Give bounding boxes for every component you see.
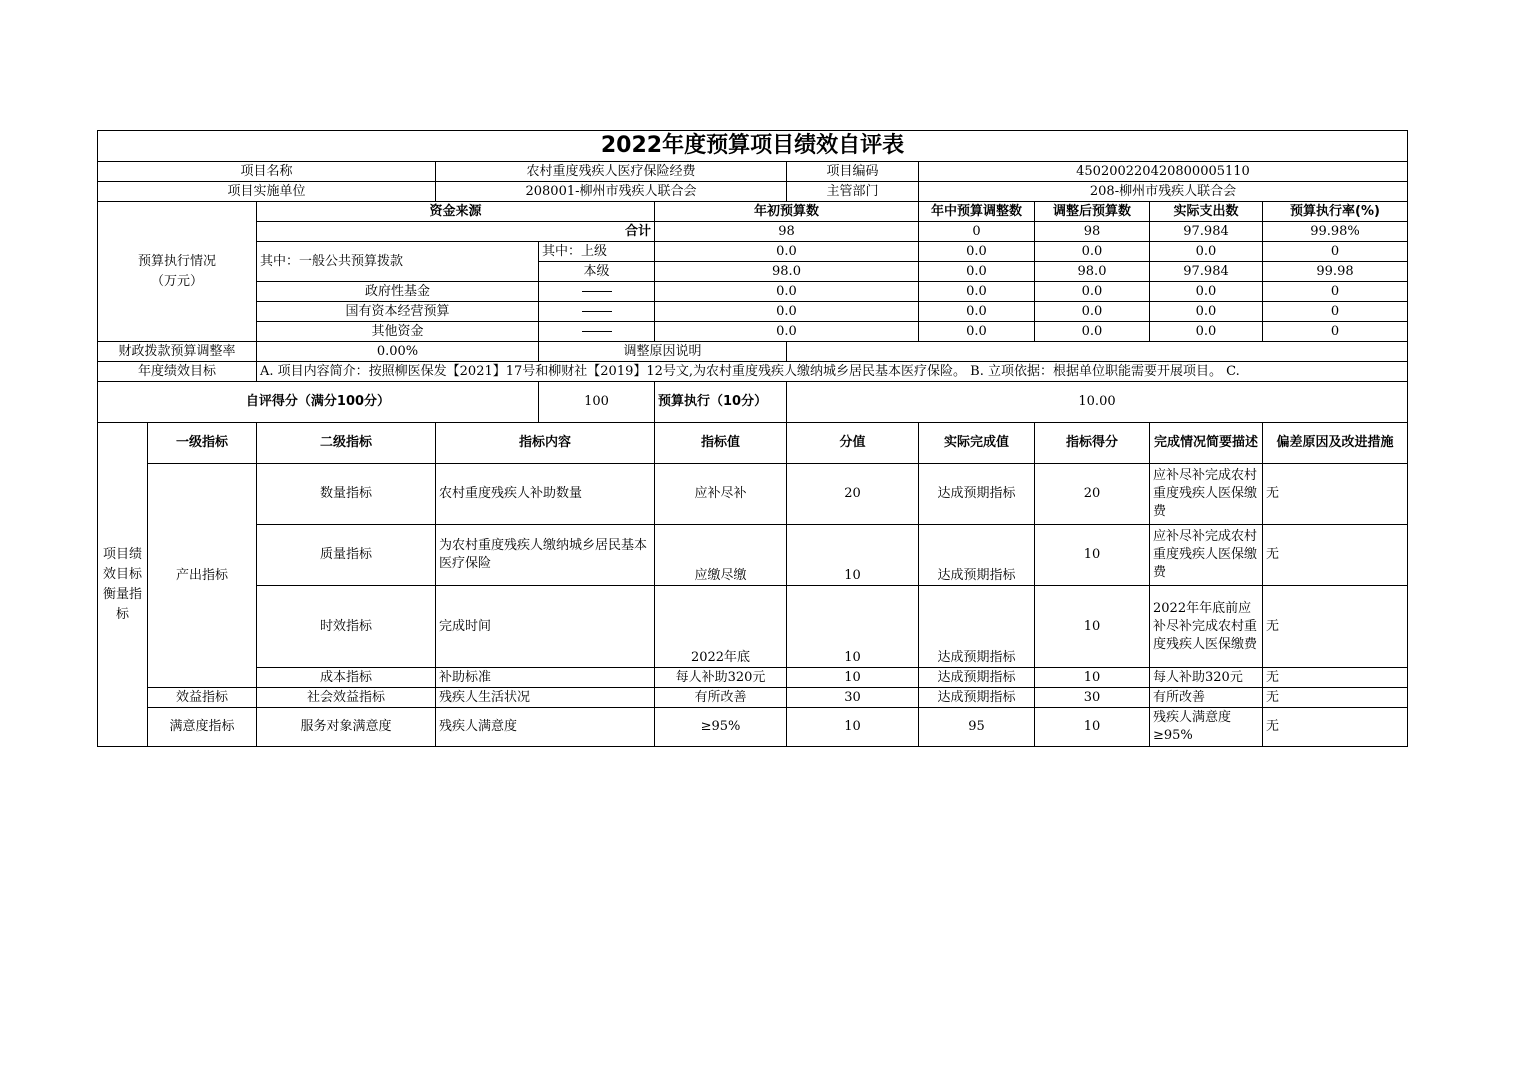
- gov-fund-adjusted: 0.0: [1035, 282, 1150, 302]
- state-capital-label: 国有资本经营预算: [257, 302, 539, 322]
- row-actual: 达成预期指标: [919, 688, 1035, 708]
- state-capital-initial: 0.0: [655, 302, 919, 322]
- other-fund-actual: 0.0: [1150, 322, 1263, 342]
- row-points: 10: [787, 708, 919, 747]
- total-adjusted: 98: [1035, 222, 1150, 242]
- row-value: 每人补助320元: [655, 668, 787, 688]
- total-label: 合计: [257, 222, 655, 242]
- local-rate: 99.98: [1263, 262, 1408, 282]
- gov-fund-actual: 0.0: [1150, 282, 1263, 302]
- row-desc: 应补尽补完成农村重度残疾人医保缴费: [1150, 525, 1263, 586]
- local-label: 本级: [539, 262, 655, 282]
- row-score: 10: [1035, 668, 1150, 688]
- row-actual: 95: [919, 708, 1035, 747]
- row-points: 10: [787, 668, 919, 688]
- superior-mid-adjust: 0.0: [919, 242, 1035, 262]
- total-actual: 97.984: [1150, 222, 1263, 242]
- output-indicator-label: 产出指标: [148, 464, 257, 688]
- adjust-rate-value: 0.00%: [257, 342, 539, 362]
- row-score: 10: [1035, 525, 1150, 586]
- row-points: 20: [787, 464, 919, 525]
- total-initial: 98: [655, 222, 919, 242]
- dash-divider: [539, 302, 655, 322]
- annual-goal-label: 年度绩效目标: [98, 362, 257, 382]
- superior-rate: 0: [1263, 242, 1408, 262]
- performance-evaluation-sheet: [97, 130, 1407, 747]
- state-capital-mid-adjust: 0.0: [919, 302, 1035, 322]
- dept-name: 208-柳州市残疾人联合会: [919, 182, 1408, 202]
- row-value: 有所改善: [655, 688, 787, 708]
- local-actual: 97.984: [1150, 262, 1263, 282]
- gov-fund-mid-adjust: 0.0: [919, 282, 1035, 302]
- adjust-rate-label: 财政拨款预算调整率: [98, 342, 257, 362]
- row-content: 残疾人生活状况: [436, 688, 655, 708]
- state-capital-adjusted: 0.0: [1035, 302, 1150, 322]
- general-budget-label: 其中：一般公共预算拨款: [257, 242, 539, 282]
- row-score: 10: [1035, 586, 1150, 668]
- header-source: 资金来源: [257, 202, 655, 222]
- row-value: 应补尽补: [655, 464, 787, 525]
- row-deviation: 无: [1263, 525, 1408, 586]
- other-fund-adjusted: 0.0: [1035, 322, 1150, 342]
- dash-divider: [539, 282, 655, 302]
- row-level2: 时效指标: [257, 586, 436, 668]
- row-value: 应缴尽缴: [655, 525, 787, 586]
- row-deviation: 无: [1263, 464, 1408, 525]
- budget-exec-value: 10.00: [787, 382, 1408, 423]
- row-points: 10: [787, 525, 919, 586]
- satisfaction-indicator-label: 满意度指标: [148, 708, 257, 747]
- header-initial: 年初预算数: [655, 202, 919, 222]
- row-deviation: 无: [1263, 586, 1408, 668]
- other-fund-mid-adjust: 0.0: [919, 322, 1035, 342]
- local-mid-adjust: 0.0: [919, 262, 1035, 282]
- adjust-reason-value: [787, 342, 1408, 362]
- project-name-label: 项目名称: [98, 162, 436, 182]
- dept-label: 主管部门: [787, 182, 919, 202]
- project-name: 农村重度残疾人医疗保险经费: [436, 162, 787, 182]
- header-value: 指标值: [655, 423, 787, 464]
- project-code-label: 项目编码: [787, 162, 919, 182]
- gov-fund-rate: 0: [1263, 282, 1408, 302]
- row-actual: 达成预期指标: [919, 668, 1035, 688]
- header-desc: 完成情况简要描述: [1150, 423, 1263, 464]
- row-content: 完成时间: [436, 586, 655, 668]
- row-content: 补助标准: [436, 668, 655, 688]
- header-points: 分值: [787, 423, 919, 464]
- self-score-value: 100: [539, 382, 655, 423]
- row-desc: 每人补助320元: [1150, 668, 1263, 688]
- state-capital-rate: 0: [1263, 302, 1408, 322]
- header-actual-value: 实际完成值: [919, 423, 1035, 464]
- row-points: 10: [787, 586, 919, 668]
- other-fund-label: 其他资金: [257, 322, 539, 342]
- total-mid-adjust: 0: [919, 222, 1035, 242]
- header-actual: 实际支出数: [1150, 202, 1263, 222]
- row-deviation: 无: [1263, 708, 1408, 747]
- gov-fund-initial: 0.0: [655, 282, 919, 302]
- total-rate: 99.98%: [1263, 222, 1408, 242]
- budget-exec-label: 预算执行（10分）: [655, 382, 787, 423]
- row-level2: 成本指标: [257, 668, 436, 688]
- header-content: 指标内容: [436, 423, 655, 464]
- budget-section-label: 预算执行情况 （万元）: [98, 202, 257, 342]
- other-fund-rate: 0: [1263, 322, 1408, 342]
- row-deviation: 无: [1263, 668, 1408, 688]
- indicator-section-label: 项目绩效目标衡量指标: [98, 423, 148, 747]
- row-score: 20: [1035, 464, 1150, 525]
- row-content: 为农村重度残疾人缴纳城乡居民基本医疗保险: [436, 525, 655, 586]
- superior-label: 其中：上级: [539, 242, 655, 262]
- header-rate: 预算执行率(%): [1263, 202, 1408, 222]
- row-level2: 质量指标: [257, 525, 436, 586]
- superior-initial: 0.0: [655, 242, 919, 262]
- header-level1: 一级指标: [148, 423, 257, 464]
- row-desc: 应补尽补完成农村重度残疾人医保缴费: [1150, 464, 1263, 525]
- adjust-reason-label: 调整原因说明: [539, 342, 787, 362]
- gov-fund-label: 政府性基金: [257, 282, 539, 302]
- row-level2: 数量指标: [257, 464, 436, 525]
- row-actual: 达成预期指标: [919, 464, 1035, 525]
- row-level2: 服务对象满意度: [257, 708, 436, 747]
- row-level2: 社会效益指标: [257, 688, 436, 708]
- row-content: 残疾人满意度: [436, 708, 655, 747]
- self-score-label: 自评得分（满分100分）: [98, 382, 539, 423]
- header-score: 指标得分: [1035, 423, 1150, 464]
- row-value: 2022年底: [655, 586, 787, 668]
- row-points: 30: [787, 688, 919, 708]
- benefit-indicator-label: 效益指标: [148, 688, 257, 708]
- row-desc: 残疾人满意度≥95%: [1150, 708, 1263, 747]
- header-level2: 二级指标: [257, 423, 436, 464]
- local-adjusted: 98.0: [1035, 262, 1150, 282]
- row-actual: 达成预期指标: [919, 525, 1035, 586]
- local-initial: 98.0: [655, 262, 919, 282]
- row-deviation: 无: [1263, 688, 1408, 708]
- header-adjusted: 调整后预算数: [1035, 202, 1150, 222]
- state-capital-actual: 0.0: [1150, 302, 1263, 322]
- annual-goal-text: A. 项目内容简介：按照柳医保发【2021】17号和柳财社【2019】12号文,为农村重度残疾人缴纳城乡居民基本医疗保险。 B. 立项依据：根据单位职能需要开展项目。 C.: [257, 362, 1408, 382]
- unit-label: 项目实施单位: [98, 182, 436, 202]
- row-actual: 达成预期指标: [919, 586, 1035, 668]
- row-desc: 2022年年底前应补尽补完成农村重度残疾人医保缴费: [1150, 586, 1263, 668]
- header-mid-adjust: 年中预算调整数: [919, 202, 1035, 222]
- page-title: 2022年度预算项目绩效自评表: [98, 131, 1408, 162]
- row-content: 农村重度残疾人补助数量: [436, 464, 655, 525]
- header-deviation: 偏差原因及改进措施: [1263, 423, 1408, 464]
- row-value: ≥95%: [655, 708, 787, 747]
- superior-actual: 0.0: [1150, 242, 1263, 262]
- row-desc: 有所改善: [1150, 688, 1263, 708]
- project-code: 450200220420800005110: [919, 162, 1408, 182]
- row-score: 10: [1035, 708, 1150, 747]
- dash-divider: [539, 322, 655, 342]
- unit-name: 208001-柳州市残疾人联合会: [436, 182, 787, 202]
- row-score: 30: [1035, 688, 1150, 708]
- other-fund-initial: 0.0: [655, 322, 919, 342]
- superior-adjusted: 0.0: [1035, 242, 1150, 262]
- evaluation-table: [97, 130, 1408, 747]
